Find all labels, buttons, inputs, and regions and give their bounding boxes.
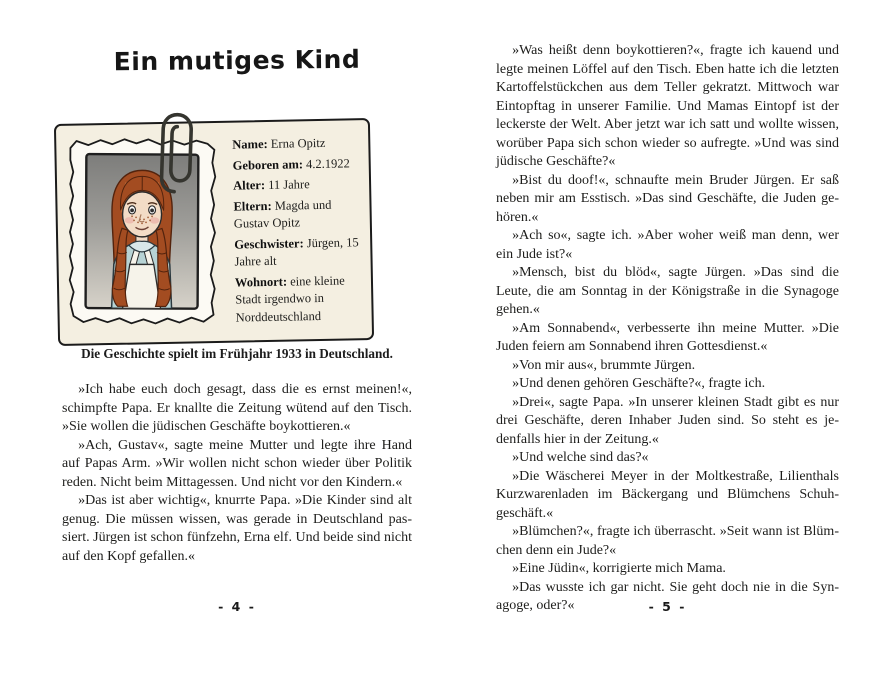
page-right	[496, 0, 839, 680]
page-number-right: - 5 -	[648, 599, 687, 614]
paragraph: »Drei«, sagte Papa. »In unserer kleinen Stadt gibt es nur drei Geschäfte, deren Inhaber Juden sind. So steht es jedenfalls hier in der Zeitung.«	[496, 394, 839, 447]
paragraph: »Das ist aber wichtig«, knurrte Papa. »Die Kinder sind alt genug. Die müssen wissen, was gerade in Deutschland passiert. Jürgen ist schon fünfzehn, Erna elf. Und beide sind nicht auf den Kopf gefallen.«	[62, 493, 412, 564]
character-profile-card	[54, 118, 374, 346]
facts-list	[232, 134, 366, 329]
paragraph: »Was heißt denn boykottieren?«, fragte ich kauend und legte meinen Löffel auf den Tisch. Eben hatte ich die letzten Kartoffelstückchen aus dem Teller gekratzt. Mittwoch war Eintopftag in unserer Familie. Und Mamas Eintopf ist der leckerste der Welt. Aber jetzt war ich satt und wollte wissen, worüber Papa sich schon wieder so aufregte. »Und was sind jüdische Geschäfte?«	[496, 43, 839, 169]
paragraph: »Mensch, bist du blöd«, sagte Jürgen. »Das sind die Leute, die am Sonntag in der Königstraße in die Synagoge gehen.«	[496, 265, 839, 317]
fact-value: 4.2.1922	[305, 155, 350, 171]
paragraph: »Von mir aus«, brummte Jürgen.	[512, 357, 696, 373]
paragraph: »Ich habe euch doch gesagt, dass die es ernst meinen!«, schimpfte Papa. Er knallte die Zeitung wütend auf den Tisch. »Sie wollen die jüdischen Geschäfte boykottieren.«	[62, 382, 412, 434]
fact-row	[232, 134, 362, 154]
paperclip-icon	[153, 107, 200, 196]
fact-row	[234, 234, 365, 271]
chapter-title: Ein mutiges Kind	[113, 44, 361, 77]
fact-label: Alter:	[232, 177, 269, 193]
paragraph: »Ach so«, sagte ich. »Aber woher weiß man denn, wer ein Jude ist?«	[496, 228, 839, 262]
fact-value: Erna Opitz	[270, 135, 326, 151]
fact-row	[233, 196, 364, 233]
fact-row	[233, 175, 363, 195]
fact-label: Eltern:	[233, 198, 275, 214]
fact-value: 11 Jahre	[268, 177, 310, 192]
fact-row	[233, 155, 363, 175]
page-number-left: - 4 -	[218, 599, 256, 614]
fact-value: eine kleine Stadt irgendwo in Norddeutschland	[235, 273, 345, 325]
story-setting-caption: Die Geschichte spielt im Frühjahr 1933 in Deutschland.	[81, 346, 393, 361]
fact-label: Geschwister:	[234, 235, 307, 252]
paragraph: »Die Wäscherei Meyer in der Moltkestraße, Lilienthals Kurzwarenladen im Bäckergang und Blümchens Schuhgeschäft.«	[496, 468, 839, 521]
paragraph: »Ach, Gustav«, sagte meine Mutter und legte ihre Hand auf Papas Arm. »Wir wollen nicht schon wieder über Politik reden. Nicht beim Mittagessen. Und nicht vor den Kindern.«	[62, 437, 412, 490]
right-body-text	[496, 42, 839, 616]
fact-label: Geboren am:	[232, 156, 307, 173]
paragraph: »Am Sonnabend«, verbesserte ihn meine Mutter. »Die Juden feiern am Sonnabend ihren Gottesdienst.«	[496, 320, 839, 354]
fact-label: Name:	[232, 136, 271, 152]
paragraph: »Blümchen?«, fragte ich überrascht. »Seit wann ist Blümchen denn ein Jude?«	[496, 524, 839, 558]
fact-value: Jürgen, 15 Jahre alt	[234, 234, 359, 269]
fact-label: Wohnort:	[234, 274, 291, 290]
fact-value: Magda und Gustav Opitz	[233, 197, 332, 231]
paragraph: »Das wusste ich gar nicht. Sie geht doch nie in die Synagoge, oder?«	[496, 579, 839, 613]
left-body-text	[62, 381, 412, 566]
page-left	[62, 0, 412, 680]
paragraph: »Und welche sind das?«	[512, 450, 649, 465]
paragraph: »Bist du doof!«, schnaufte mein Bruder Jürgen. Er saß neben mir am Esstisch. »Das sind Geschäfte, die Juden gehören.«	[496, 172, 839, 225]
fact-row	[235, 272, 366, 327]
paragraph: »Und denen gehören Geschäfte?«, fragte ich.	[512, 376, 766, 391]
paragraph: »Eine Jüdin«, korrigierte mich Mama.	[512, 561, 726, 576]
